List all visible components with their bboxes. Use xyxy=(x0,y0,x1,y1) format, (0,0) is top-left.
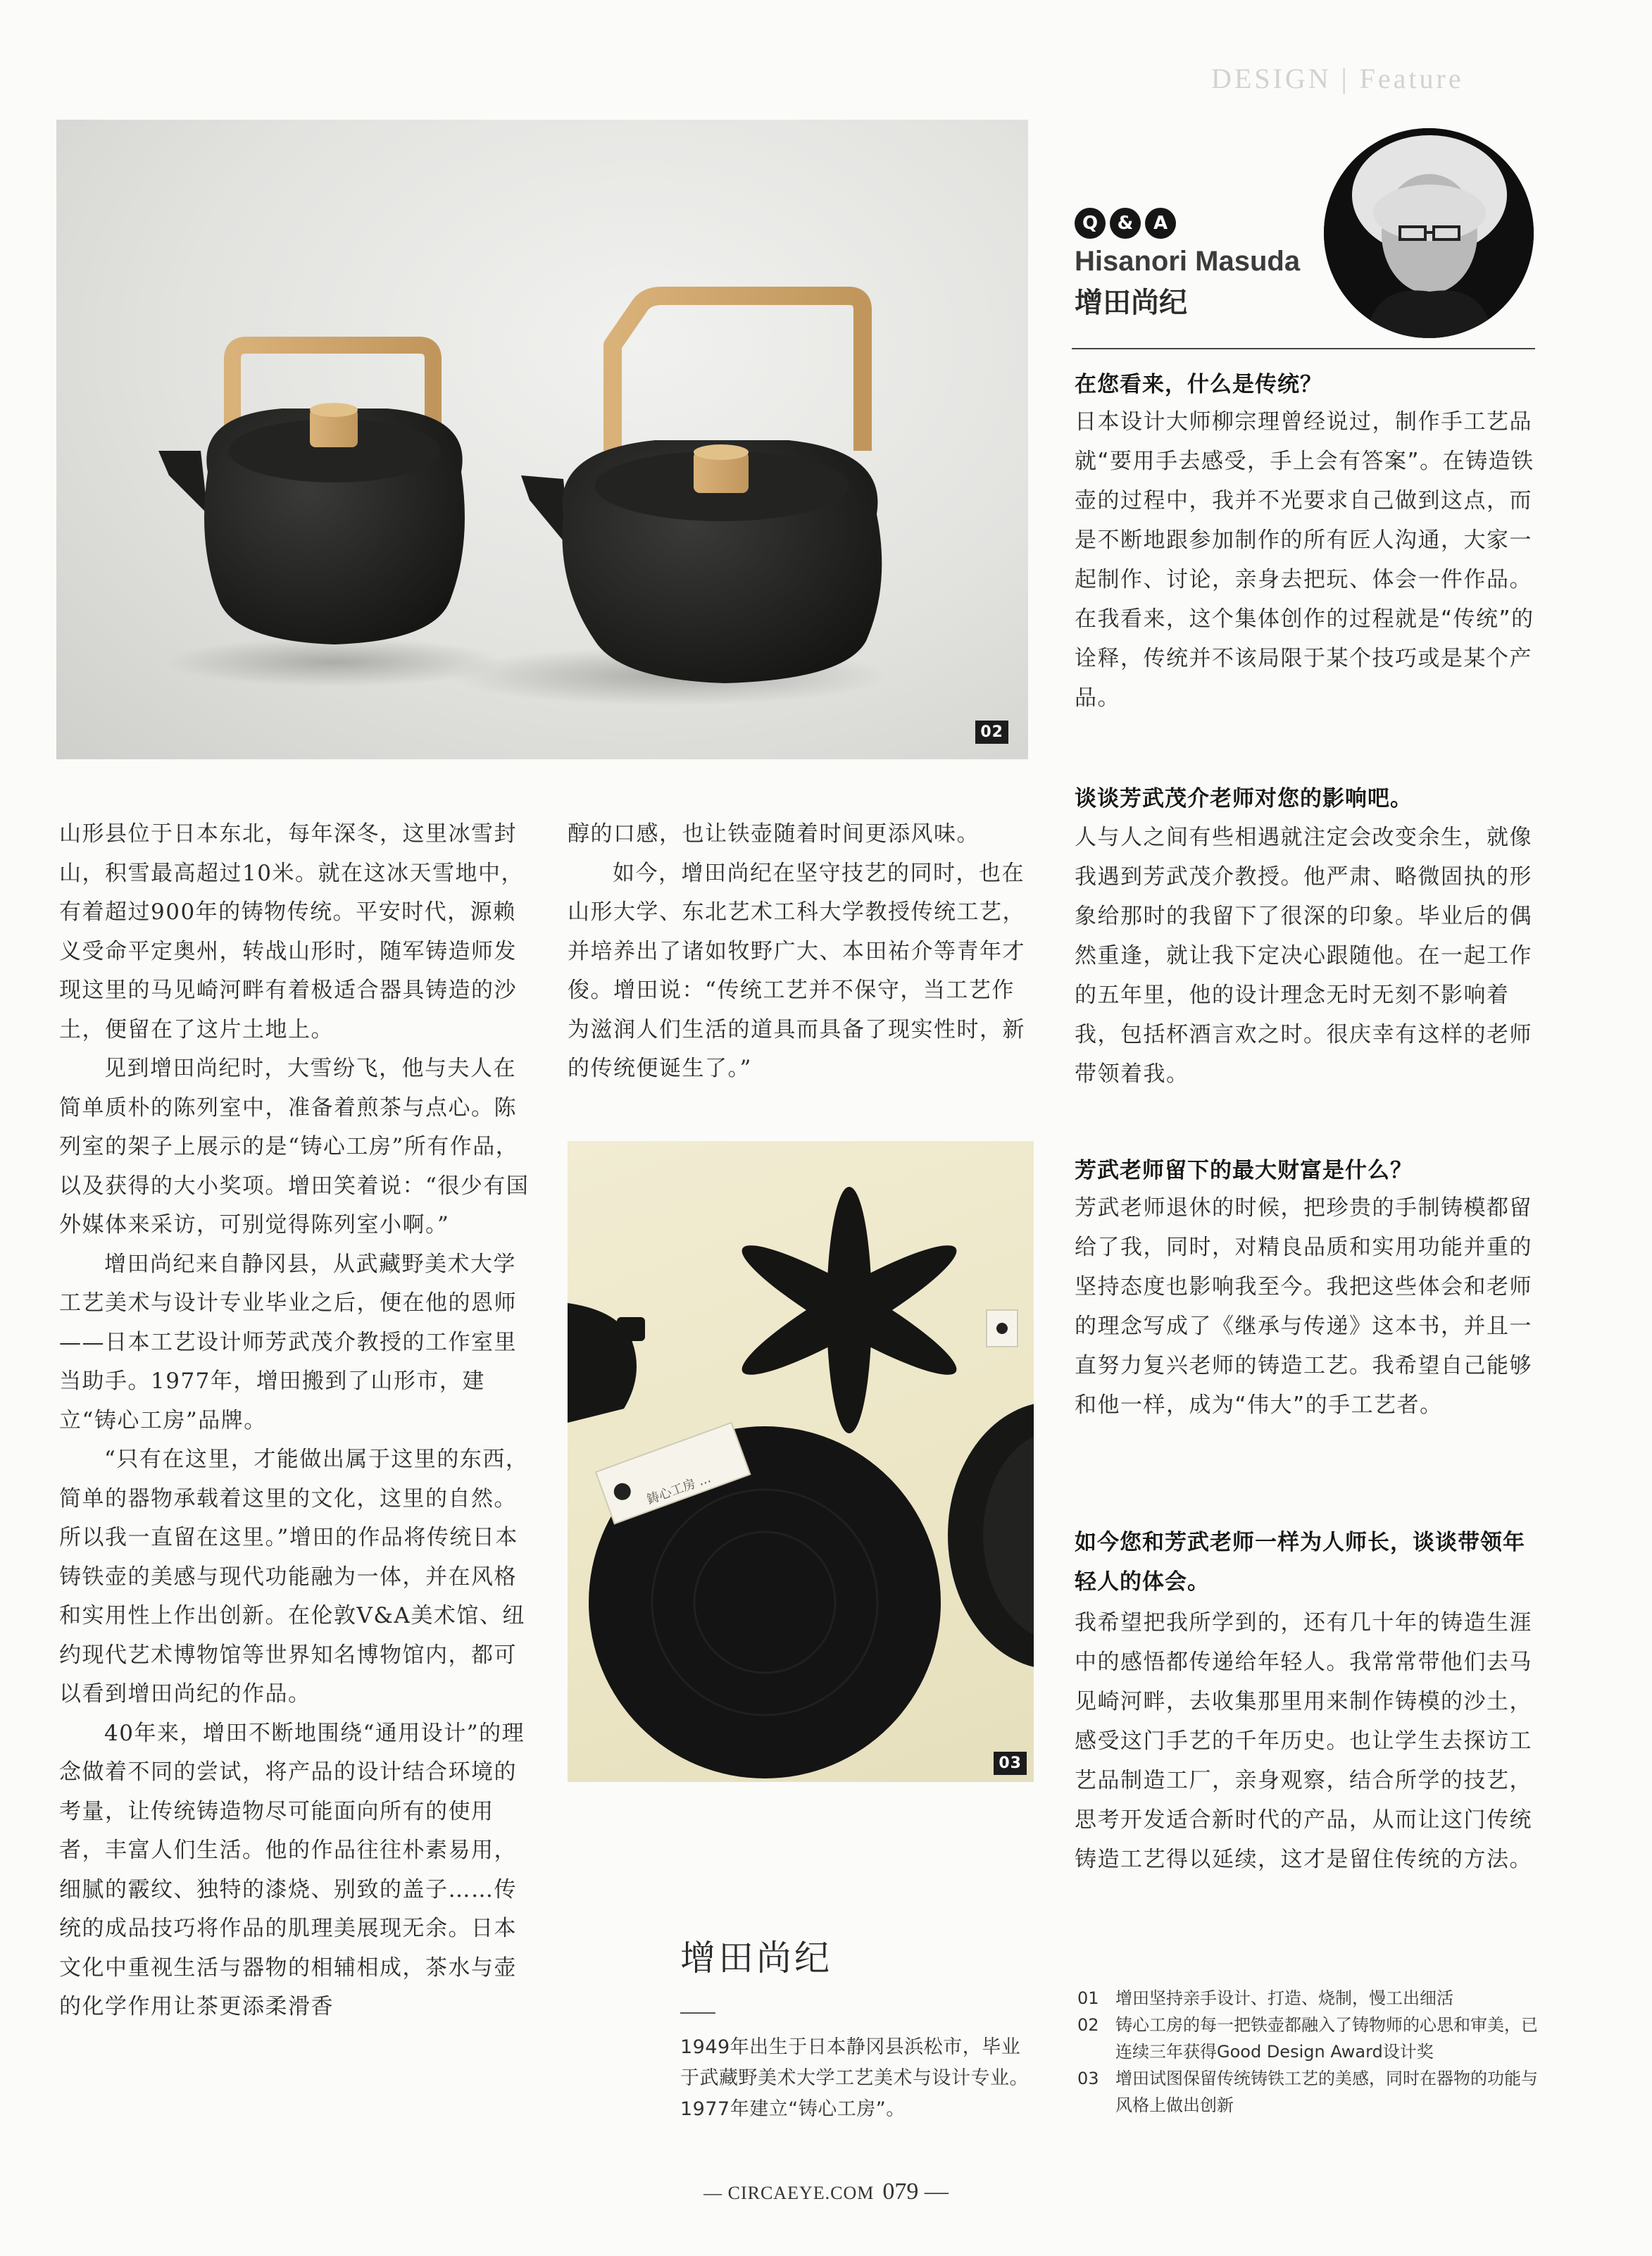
qa-answer-3: 芳武老师退休的时候，把珍贵的手制铸模都留给了我，同时，对精良品质和实用功能并重的坚持态度也影响我至今。我把这些体会和老师的理念写成了《继承与传递》这本书，并且一直努力复兴老师的铸造工艺。我希望自己能够和他一样，成为“伟大”的手工艺者。 xyxy=(1075,1195,1532,1418)
kettles-illustration xyxy=(56,120,1028,759)
qa-question-4: 如今您和芳武老师一样为人师长，谈谈带领年轻人的体会。 xyxy=(1075,1530,1525,1595)
qa-name-cn: 增田尚纪 xyxy=(1075,287,1187,319)
qa-badge-amp: & xyxy=(1110,208,1141,239)
photo-number-02: 02 xyxy=(975,721,1008,744)
article-paragraph: 如今，增田尚纪在坚守技艺的同时，也在山形大学、东北艺术工科大学教授传统工艺，并培养出了诸如牧野广大、本田祐介等青年才俊。增田说：“传统工艺并不保守，当工艺作为滋润人们生活的道具而具备了现实性时，新的传统便诞生了。” xyxy=(568,860,1025,1081)
caption-number: 02 xyxy=(1077,2015,1099,2035)
footer-page-number: 079 — xyxy=(882,2179,949,2205)
article-paragraph: “只有在这里，才能做出属于这里的东西，简单的器物承载着这里的文化，这里的自然。所以我一直留在这里。”增田的作品将传统日本铸铁壶的美感与现代功能融为一体，并在风格和实用性上作出创新。在伦敦V&A美术馆、纽约现代艺术博物馆等世界知名博物馆内，都可以看到增田尚纪的作品。 xyxy=(59,1447,529,1707)
qa-badge-a: A xyxy=(1145,208,1176,239)
bio-title: 增田尚纪 xyxy=(680,1938,832,1978)
qa-header xyxy=(1075,208,1300,320)
product-tag-text: 鋳心工房 ... xyxy=(644,1471,713,1508)
article-paragraph: 醇的口感，也让铁壶随着时间更添风味。 xyxy=(568,821,980,847)
cast-iron-photo xyxy=(568,1141,1034,1782)
qa-question-2: 谈谈芳武茂介老师对您的影响吧。 xyxy=(1075,786,1413,811)
qa-item-3 xyxy=(1075,1152,1544,1425)
caption-item xyxy=(1077,2012,1553,2065)
qa-divider xyxy=(1072,348,1535,349)
qa-answer-1: 日本设计大师柳宗理曾经说过，制作手工艺品就“要用手去感受，手上会有答案”。在铸造铁壶的过程中，我并不光要求自己做到这点，而是不断地跟参加制作的所有匠人沟通，大家一起制作、讨论，亲身去把玩、体会一件作品。在我看来，这个集体创作的过程就是“传统”的诠释，传统并不该局限于某个技巧或是某个产品。 xyxy=(1075,409,1534,711)
cast-iron-illustration xyxy=(568,1141,1034,1782)
portrait-avatar xyxy=(1324,128,1534,338)
caption-item xyxy=(1077,2065,1553,2119)
article-column-2 xyxy=(568,815,1037,1089)
article-paragraph: 山形县位于日本东北，每年深冬，这里冰雪封山，积雪最高超过10米。就在这冰天雪地中，有着超过900年的铸物传统。平安时代，源赖义受命平定奥州，转战山形时，随军铸造师发现这里的马见崎河畔有着极适合器具铸造的沙土，便留在了这片土地上。 xyxy=(59,821,524,1042)
qa-answer-4: 我希望把我所学到的，还有几十年的铸造生涯中的感悟都传递给年轻人。我常常带他们去马见崎河畔，去收集那里用来制作铸模的沙土，感受这门手艺的千年历史。也让学生去探访工艺品制造工厂，亲身观察，结合所学的技艺，思考开发适合新时代的产品，从而让这门传统铸造工艺得以延续，这才是留住传统的方法。 xyxy=(1075,1610,1532,1872)
bio-text: 1949年出生于日本静冈县浜松市，毕业于武藏野美术大学工艺美术与设计专业。1977年建立“铸心工房”。 xyxy=(680,2036,1029,2120)
article-paragraph: 增田尚纪来自静冈县，从武藏野美术大学工艺美术与设计专业毕业之后，便在他的恩师——日本工艺设计师芳武茂介教授的工作室里当助手。1977年，增田搬到了山形市，建立“铸心工房”品牌。 xyxy=(59,1251,517,1433)
caption-item xyxy=(1077,1985,1553,2012)
qa-name-en: Hisanori Masuda xyxy=(1075,246,1301,277)
caption-text: 增田试图保留传统铸铁工艺的美感，同时在器物的功能与风格上做出创新 xyxy=(1115,2069,1538,2115)
qa-item-1 xyxy=(1075,366,1544,718)
photo-number-03: 03 xyxy=(994,1752,1027,1775)
article-paragraph: 40年来，增田不断地围绕“通用设计”的理念做着不同的尝试，将产品的设计结合环境的考量，让传统铸造物尽可能面向所有的使用者，丰富人们生活。他的作品往往朴素易用，细腻的霰纹、独特的漆烧、别致的盖子……传统的成品技巧将作品的肌理美展现无余。日本文化中重视生活与器物的相辅相成，茶水与壶的化学作用让茶更添柔滑香 xyxy=(59,1720,525,2019)
portrait-illustration xyxy=(1324,128,1534,338)
qa-question-3: 芳武老师留下的最大财富是什么？ xyxy=(1075,1158,1413,1183)
footer-site: — CIRCAEYE.COM xyxy=(703,2183,875,2203)
photo-captions xyxy=(1077,1985,1553,2119)
qa-question-1: 在您看来，什么是传统？ xyxy=(1075,372,1322,397)
article-column-1 xyxy=(59,815,531,2027)
qa-item-4 xyxy=(1075,1523,1544,1879)
caption-number: 01 xyxy=(1077,1988,1099,2008)
caption-number: 03 xyxy=(1077,2069,1099,2088)
qa-badges xyxy=(1075,208,1300,239)
caption-text: 增田坚持亲手设计、打造、烧制，慢工出细活 xyxy=(1115,1988,1453,2008)
qa-item-2 xyxy=(1075,780,1544,1094)
caption-text: 铸心工房的每一把铁壶都融入了铸物师的心思和审美，已连续三年获得Good Design Award设计奖 xyxy=(1115,2015,1538,2062)
qa-answer-2: 人与人之间有些相遇就注定会改变余生，就像我遇到芳武茂介教授。他严肃、略微固执的形象给那时的我留下了很深的印象。毕业后的偶然重逢，就让我下定决心跟随他。在一起工作的五年里，他的设计理念无时无刻不影响着我，包括杯酒言欢之时。很庆幸有这样的老师带领着我。 xyxy=(1075,825,1532,1087)
qa-badge-q: Q xyxy=(1075,208,1106,239)
bio-divider xyxy=(680,2012,715,2014)
kettles-photo xyxy=(56,120,1028,759)
section-header: DESIGN | Feature xyxy=(1211,63,1464,94)
page-footer xyxy=(0,2179,1652,2205)
article-paragraph: 见到增田尚纪时，大雪纷飞，他与夫人在简单质朴的陈列室中，准备着煎茶与点心。陈列室的架子上展示的是“铸心工房”所有作品，以及获得的大小奖项。增田笑着说：“很少有国外媒体来采访，可别觉得陈列室小啊。” xyxy=(59,1056,530,1238)
